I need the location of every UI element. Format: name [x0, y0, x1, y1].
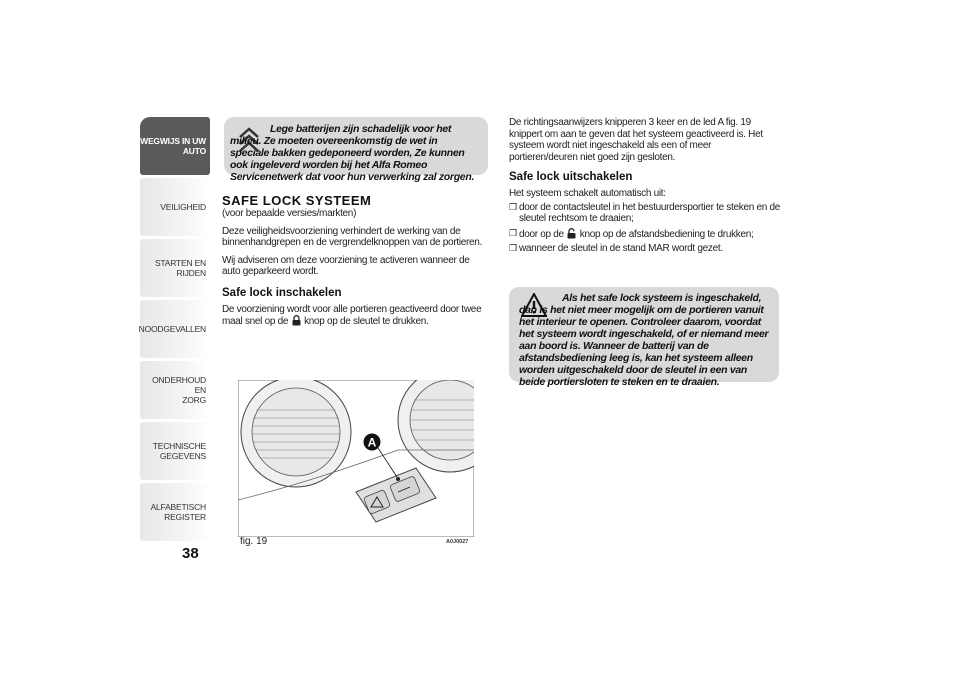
tab-label: TECHNISCHE GEGEVENS — [152, 441, 206, 461]
paragraph-part: De voorziening wordt voor alle portieren geactiveerd door twee maal snel op de — [222, 303, 482, 327]
tab-label: WEGWIJS IN UW AUTO — [140, 136, 206, 156]
left-column — [222, 193, 490, 328]
tab-alfabetisch[interactable] — [140, 483, 210, 541]
list-item — [509, 202, 781, 225]
paragraph: Wij adviseren om deze voorziening te activeren wanneer de auto geparkeerd wordt. — [222, 254, 470, 277]
page-number: 38 — [182, 545, 199, 562]
figure-code: A0J0027 — [446, 539, 469, 545]
list-item-text — [519, 228, 754, 241]
warning-note-text: Als het safe lock systeem is ingeschakeld, dan is het niet meer mogelijk om de portieren vanuit het interieur te openen. Controleer daarom, voordat het systeem wordt ingeschakeld, of er niemand meer aan boord is. Wanneer de batterij van de afstandsbediening leeg is, kan het systeem alleen worden uitgeschakeld door de sleutel in een van beide portiersloten te steken en te draaien. — [519, 292, 769, 388]
paragraph-part: knop op de sleutel te drukken. — [304, 316, 429, 327]
paragraph: De richtingsaanwijzers knipperen 3 keer en de led A fig. 19 knippert om aan te geven dat het systeem geactiveerd is. Het systeem wordt niet ingeschakeld als een of meer portieren/deuren niet goed zijn gesloten. — [509, 117, 763, 163]
lock-icon — [292, 315, 301, 326]
list-item-text: door de contactsleutel in het bestuurdersportier te steken en de sleutel rechtsom te draaien; — [519, 201, 780, 224]
figure-caption: fig. 19 — [240, 536, 268, 547]
bullet-box-icon: ❒ — [509, 201, 517, 212]
tab-label: ONDERHOUD EN ZORG — [152, 375, 206, 405]
subheading-enable: Safe lock inschakelen — [222, 286, 342, 299]
list-item-text: wanneer de sleutel in de stand MAR wordt gezet. — [519, 243, 723, 254]
unlock-icon — [567, 228, 576, 239]
warning-note — [509, 287, 779, 388]
section-title: SAFE LOCK SYSTEEM — [222, 193, 372, 208]
key-button-illustration — [238, 380, 474, 537]
tab-label: VEILIGHEID — [160, 202, 206, 212]
section-subtitle: (voor bepaalde versies/markten) — [222, 208, 357, 219]
paragraph: Het systeem schakelt automatisch uit: — [509, 188, 666, 199]
list-item-part: door op de — [519, 228, 564, 240]
environment-note — [224, 117, 488, 183]
right-column — [509, 117, 781, 255]
tab-veiligheid[interactable] — [140, 178, 210, 236]
tab-technische[interactable] — [140, 422, 210, 480]
list-item — [509, 243, 781, 255]
tab-starten[interactable] — [140, 239, 210, 297]
tab-label: STARTEN EN RIJDEN — [154, 258, 206, 278]
tab-label: NOODGEVALLEN — [138, 324, 206, 334]
environment-note-text: Lege batterijen zijn schadelijk voor het milieu. Ze moeten overeenkomstig de wet in speciale bakken gedeponeerd worden, Ze kunnen ook ingeleverd worden bij het Alfa Romeo Servicenetwerk dat voor hun verwerking zal zorgen. — [230, 123, 475, 183]
figure-marker-a: A — [367, 435, 377, 450]
tab-label: ALFABETISCH REGISTER — [150, 502, 206, 522]
tab-onderhoud[interactable] — [140, 361, 210, 419]
paragraph — [222, 304, 490, 328]
paragraph: Deze veiligheidsvoorziening verhindert de werking van de binnenhandgrepen en de vergrendelknoppen van de portieren. — [222, 225, 483, 248]
bullet-box-icon: ❒ — [509, 227, 517, 238]
tab-wegwijs[interactable] — [140, 117, 210, 175]
chapter-sidebar — [140, 117, 210, 544]
subheading-disable: Safe lock uitschakelen — [509, 171, 633, 183]
list-item — [509, 228, 781, 241]
list-item-part: knop op de afstandsbediening te drukken; — [579, 228, 754, 240]
bullet-box-icon: ❒ — [509, 243, 517, 253]
tab-noodgevallen[interactable] — [140, 300, 210, 358]
